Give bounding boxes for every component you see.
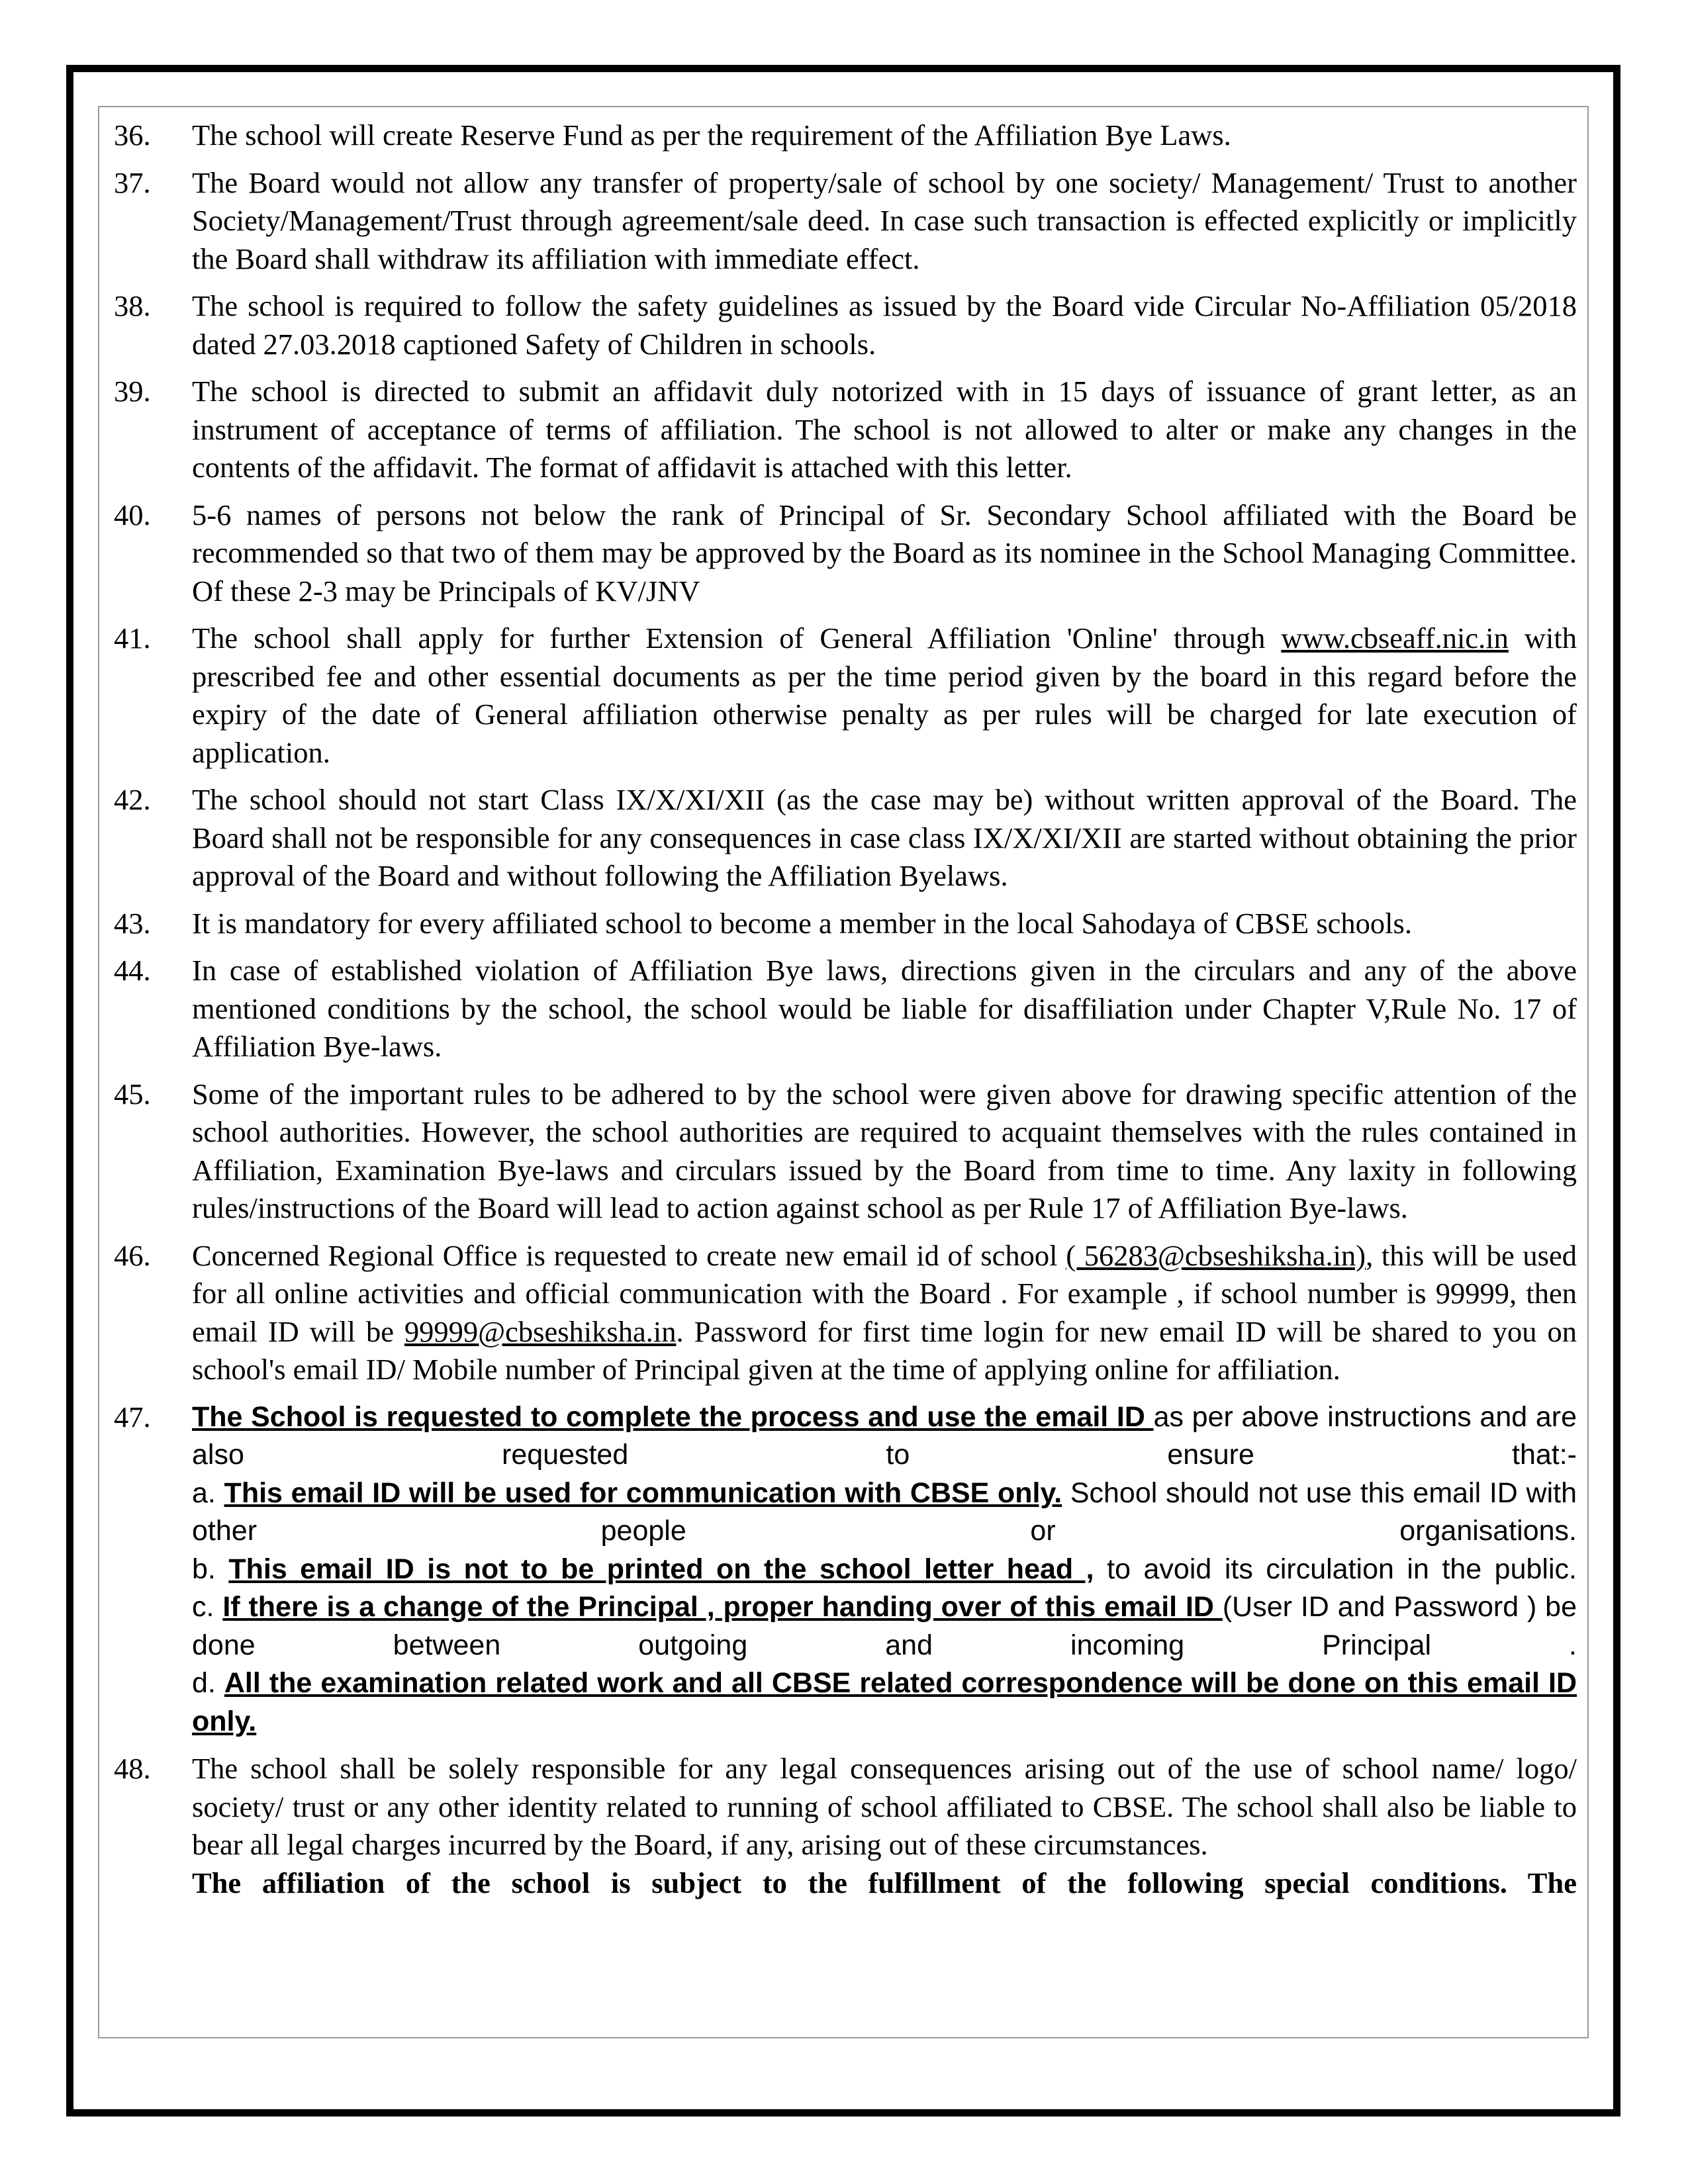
instruction-b bbox=[192, 1551, 1577, 1589]
item-text-part: . Password for first time login for new email ID will be shared to you on school's email ID/ Mobile number of Principal given at the time of applying online for affiliation. bbox=[192, 1314, 1577, 1386]
item-text: 5-6 names of persons not below the rank of Principal of Sr. Secondary School affiliated with the Board be recommended so that two of them may be approved by the Board as its nominee in the School Managing Committee. Of these 2-3 may be Principals of KV/JNV bbox=[192, 498, 1577, 608]
instruction-a-bold: This email ID will be used for communication with CBSE only. bbox=[224, 1477, 1062, 1509]
instruction-c-rest: (User ID and Password ) be done between outgoing and incoming Principal . bbox=[192, 1591, 1577, 1661]
instruction-label: b. bbox=[192, 1553, 229, 1585]
item-number: 36. bbox=[114, 118, 151, 152]
item-text: Some of the important rules to be adhered to by the school were given above for drawing specific attention of the school authorities. However, the school authorities are required to acquaint themselves with the rules contained in Affiliation, Examination Bye-laws and circulars issued by the Board from time to time. Any laxity in following rules/instructions of the Board will lead to action against school as per Rule 17 of Affiliation Bye-laws. bbox=[192, 1077, 1577, 1224]
instruction-a-rest: School should not use this email ID with other people or organisations. bbox=[192, 1477, 1577, 1547]
list-item bbox=[114, 905, 1577, 943]
list-item bbox=[114, 1398, 1577, 1741]
item-text: It is mandatory for every affiliated school to become a member in the local Sahodaya of CBSE schools. bbox=[192, 906, 1412, 940]
instruction-intro-bold: The School is requested to complete the process and use the email ID bbox=[192, 1400, 1154, 1433]
item-text: The school should not start Class IX/X/XI/XII (as the case may be) without written approval of the Board. The Board shall not be responsible for any consequences in case class IX/X/XI/XII are started without obtaining the prior approval of the Board and without following the Affiliation Byelaws. bbox=[192, 783, 1577, 892]
item-text-part: with prescribed fee and other essential documents as per the time period given by the board in this regard before the expiry of the date of General affiliation otherwise penalty as per rules will be charged for late execution of application. bbox=[192, 621, 1577, 769]
instruction-intro-rest: as per above instructions and are also requested to ensure that:- bbox=[192, 1400, 1577, 1471]
list-item bbox=[114, 1750, 1577, 1864]
instruction-label: c. bbox=[192, 1591, 223, 1623]
instruction-d-bold: All the examination related work and all CBSE related correspondence will be done on this email ID only. bbox=[192, 1667, 1577, 1737]
list-item bbox=[114, 496, 1577, 611]
item-text-part: The school shall apply for further Extension of General Affiliation 'Online' through bbox=[192, 621, 1282, 655]
item-text: The Board would not allow any transfer of property/sale of school by one society/ Management/ Trust to another Society/Management/Trust through agreement/sale deed. In case such transaction is effected explicitly or implicitly the Board shall withdraw its affiliation with immediate effect. bbox=[192, 165, 1577, 275]
affiliation-website-link[interactable]: www.cbseaff.nic.in bbox=[1281, 621, 1509, 655]
item-number: 47. bbox=[114, 1400, 151, 1433]
item-number: 38. bbox=[114, 289, 151, 322]
special-conditions-heading: The affiliation of the school is subject to the fulfillment of the following special conditions. The bbox=[192, 1866, 1577, 1899]
item-number: 48. bbox=[114, 1752, 151, 1785]
item-text bbox=[192, 1237, 1577, 1389]
list-item bbox=[114, 287, 1577, 363]
item-text bbox=[192, 619, 1577, 772]
instruction-b-bold: This email ID is not to be printed on the school letter head , bbox=[228, 1553, 1094, 1585]
list-item bbox=[114, 116, 1577, 155]
item-number: 45. bbox=[114, 1077, 151, 1111]
instruction-a bbox=[192, 1475, 1577, 1551]
instruction-c bbox=[192, 1588, 1577, 1664]
list-item bbox=[114, 619, 1577, 772]
item-text-part: Concerned Regional Office is requested to create new email id of school bbox=[192, 1238, 1066, 1272]
list-item bbox=[114, 164, 1577, 279]
item-text-part: , this will be used for all online activities and official communication with the Board . For example , if school number is 99999, then email ID will be bbox=[192, 1238, 1577, 1348]
instruction-intro bbox=[192, 1398, 1577, 1475]
item-text: The school shall be solely responsible for any legal consequences arising out of the use of school name/ logo/ society/ trust or any other identity related to running of school affiliated to CBSE. The school shall also be liable to bear all legal charges incurred by the Board, if any, arising out of these circumstances. bbox=[192, 1752, 1577, 1861]
list-item bbox=[114, 781, 1577, 895]
school-email-link[interactable]: ( 56283@cbseshiksha.in) bbox=[1066, 1238, 1366, 1272]
item-number: 37. bbox=[114, 165, 151, 199]
item-number: 41. bbox=[114, 621, 151, 655]
item-number: 39. bbox=[114, 375, 151, 408]
item-number: 44. bbox=[114, 954, 151, 987]
example-email-link[interactable]: 99999@cbseshiksha.in bbox=[404, 1314, 677, 1348]
item-text: The school will create Reserve Fund as per the requirement of the Affiliation Bye Laws. bbox=[192, 118, 1231, 152]
list-item bbox=[114, 952, 1577, 1066]
item-number: 42. bbox=[114, 783, 151, 816]
instruction-b-rest: to avoid its circulation in the public. bbox=[1094, 1553, 1577, 1585]
list-item bbox=[114, 373, 1577, 487]
instruction-label: d. bbox=[192, 1667, 224, 1699]
item-number: 40. bbox=[114, 498, 151, 531]
list-item bbox=[114, 1237, 1577, 1389]
email-instructions bbox=[192, 1398, 1577, 1741]
document-body bbox=[114, 116, 1577, 2030]
item-text: The school is required to follow the safety guidelines as issued by the Board vide Circular No-Affiliation 05/2018 dated 27.03.2018 captioned Safety of Children in schools. bbox=[192, 289, 1577, 361]
list-item bbox=[114, 1075, 1577, 1228]
instruction-c-bold: If there is a change of the Principal , proper handing over of this email ID bbox=[222, 1591, 1223, 1623]
instruction-label: a. bbox=[192, 1477, 224, 1509]
item-number: 46. bbox=[114, 1238, 151, 1272]
instruction-d bbox=[192, 1664, 1577, 1741]
item-text: In case of established violation of Affiliation Bye laws, directions given in the circulars and any of the above mentioned conditions by the school, the school would be liable for disaffiliation under Chapter V,Rule No. 17 of Affiliation Bye-laws. bbox=[192, 954, 1577, 1063]
item-number: 43. bbox=[114, 906, 151, 940]
item-text: The school is directed to submit an affidavit duly notorized with in 15 days of issuance of grant letter, as an instrument of acceptance of terms of affiliation. The school is not allowed to alter or make any changes in the contents of the affidavit. The format of affidavit is attached with this letter. bbox=[192, 375, 1577, 484]
